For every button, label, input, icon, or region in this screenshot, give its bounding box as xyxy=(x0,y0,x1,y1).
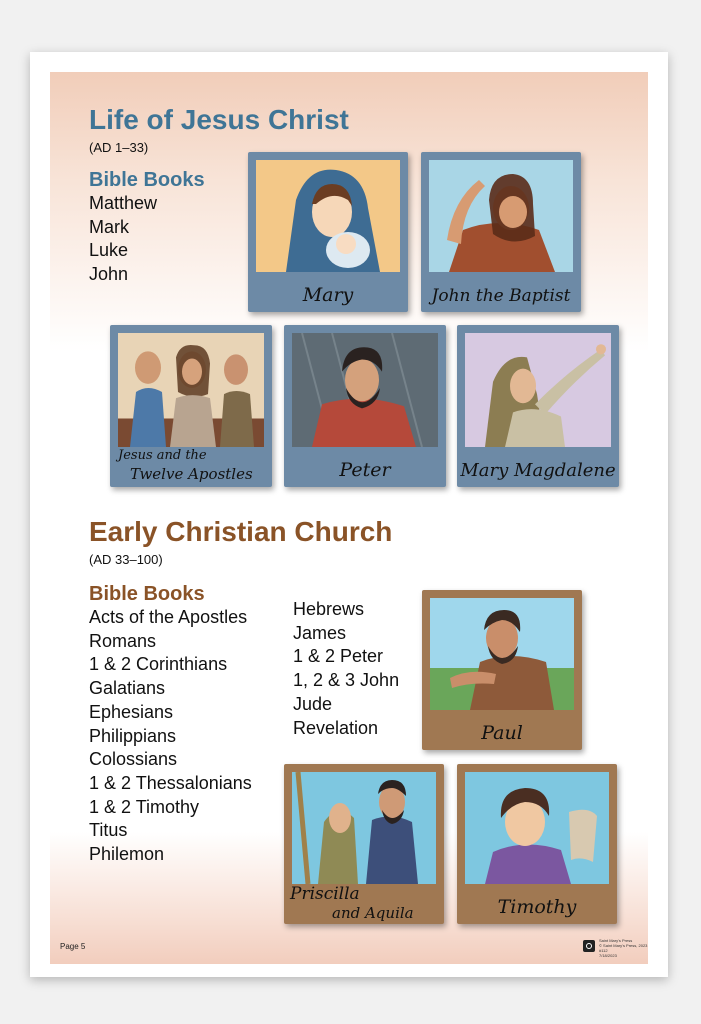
section-dates: (AD 33–100) xyxy=(89,552,163,567)
card-peter xyxy=(284,325,446,487)
book-item: John xyxy=(89,264,129,285)
bible-books-heading: Bible Books xyxy=(89,583,205,605)
publisher-line: #112 xyxy=(599,948,608,953)
card-caption: Timothy xyxy=(497,896,577,918)
section-dates: (AD 1–33) xyxy=(89,140,149,155)
book-item: Philemon xyxy=(89,844,165,865)
book-item: 1 & 2 Peter xyxy=(293,646,384,667)
card-timothy xyxy=(457,764,617,924)
book-item: 1 & 2 Thessalonians xyxy=(89,772,252,793)
bible-books-list-column-1 xyxy=(89,606,252,867)
page-number: Page 5 xyxy=(60,942,86,951)
book-item: 1, 2 & 3 John xyxy=(293,670,400,691)
bible-books-list xyxy=(89,192,157,287)
card-caption: Mary xyxy=(302,284,354,306)
book-item: Titus xyxy=(89,820,128,841)
book-item: Matthew xyxy=(89,193,158,213)
book-item: Revelation xyxy=(293,717,379,738)
book-item: Jude xyxy=(293,693,333,714)
bible-books-heading: Bible Books xyxy=(89,169,205,191)
section-title-early-christian-church: Early Christian Church xyxy=(89,516,393,547)
book-item: Mark xyxy=(89,216,129,237)
card-caption: Mary Magdalene xyxy=(460,460,616,481)
timothy-illustration xyxy=(465,772,609,884)
book-item: 1 & 2 Timothy xyxy=(89,796,200,817)
book-item: Ephesians xyxy=(89,701,174,722)
card-caption-line1: Jesus and the xyxy=(118,448,207,463)
bible-books-list-column-2 xyxy=(293,598,399,740)
publisher-info xyxy=(599,938,647,958)
book-item: 1 & 2 Corinthians xyxy=(89,654,228,675)
publisher-logo-icon xyxy=(583,940,595,952)
book-item: Acts of the Apostles xyxy=(89,607,248,627)
card-caption: Paul xyxy=(481,722,523,744)
book-item: Hebrews xyxy=(293,599,365,619)
priscilla-and-aquila-illustration xyxy=(292,772,436,884)
mary-illustration xyxy=(256,160,400,272)
book-item: Romans xyxy=(89,630,157,651)
book-item: Luke xyxy=(89,240,129,261)
john-the-baptist-illustration xyxy=(429,160,573,272)
book-item: Colossians xyxy=(89,749,178,770)
jesus-and-apostles-illustration xyxy=(118,333,264,447)
card-john-the-baptist xyxy=(421,152,581,312)
book-item: James xyxy=(293,622,347,643)
card-jesus-and-the-twelve-apostles xyxy=(110,325,272,487)
mary-magdalene-illustration xyxy=(465,333,611,447)
publisher-line: © Saint Mary's Press, 2023 xyxy=(599,943,648,948)
card-paul xyxy=(422,590,582,750)
book-item: Galatians xyxy=(89,678,166,699)
card-caption: John the Baptist xyxy=(431,286,571,306)
peter-illustration xyxy=(292,333,438,447)
card-priscilla-and-aquila xyxy=(284,764,444,924)
paul-illustration xyxy=(430,598,574,710)
card-mary xyxy=(248,152,408,312)
card-caption-line1: Priscilla xyxy=(290,884,360,904)
section-title-life-of-jesus: Life of Jesus Christ xyxy=(89,104,349,135)
card-mary-magdalene xyxy=(457,325,619,487)
publisher-line: Saint Mary's Press xyxy=(599,938,633,943)
card-caption: Peter xyxy=(339,459,391,481)
publisher-line: 7/18/2023 xyxy=(599,953,617,958)
card-caption-line2: and Aquila xyxy=(332,904,414,922)
card-caption-line2: Twelve Apostles xyxy=(130,465,253,483)
book-item: Philippians xyxy=(89,725,177,746)
